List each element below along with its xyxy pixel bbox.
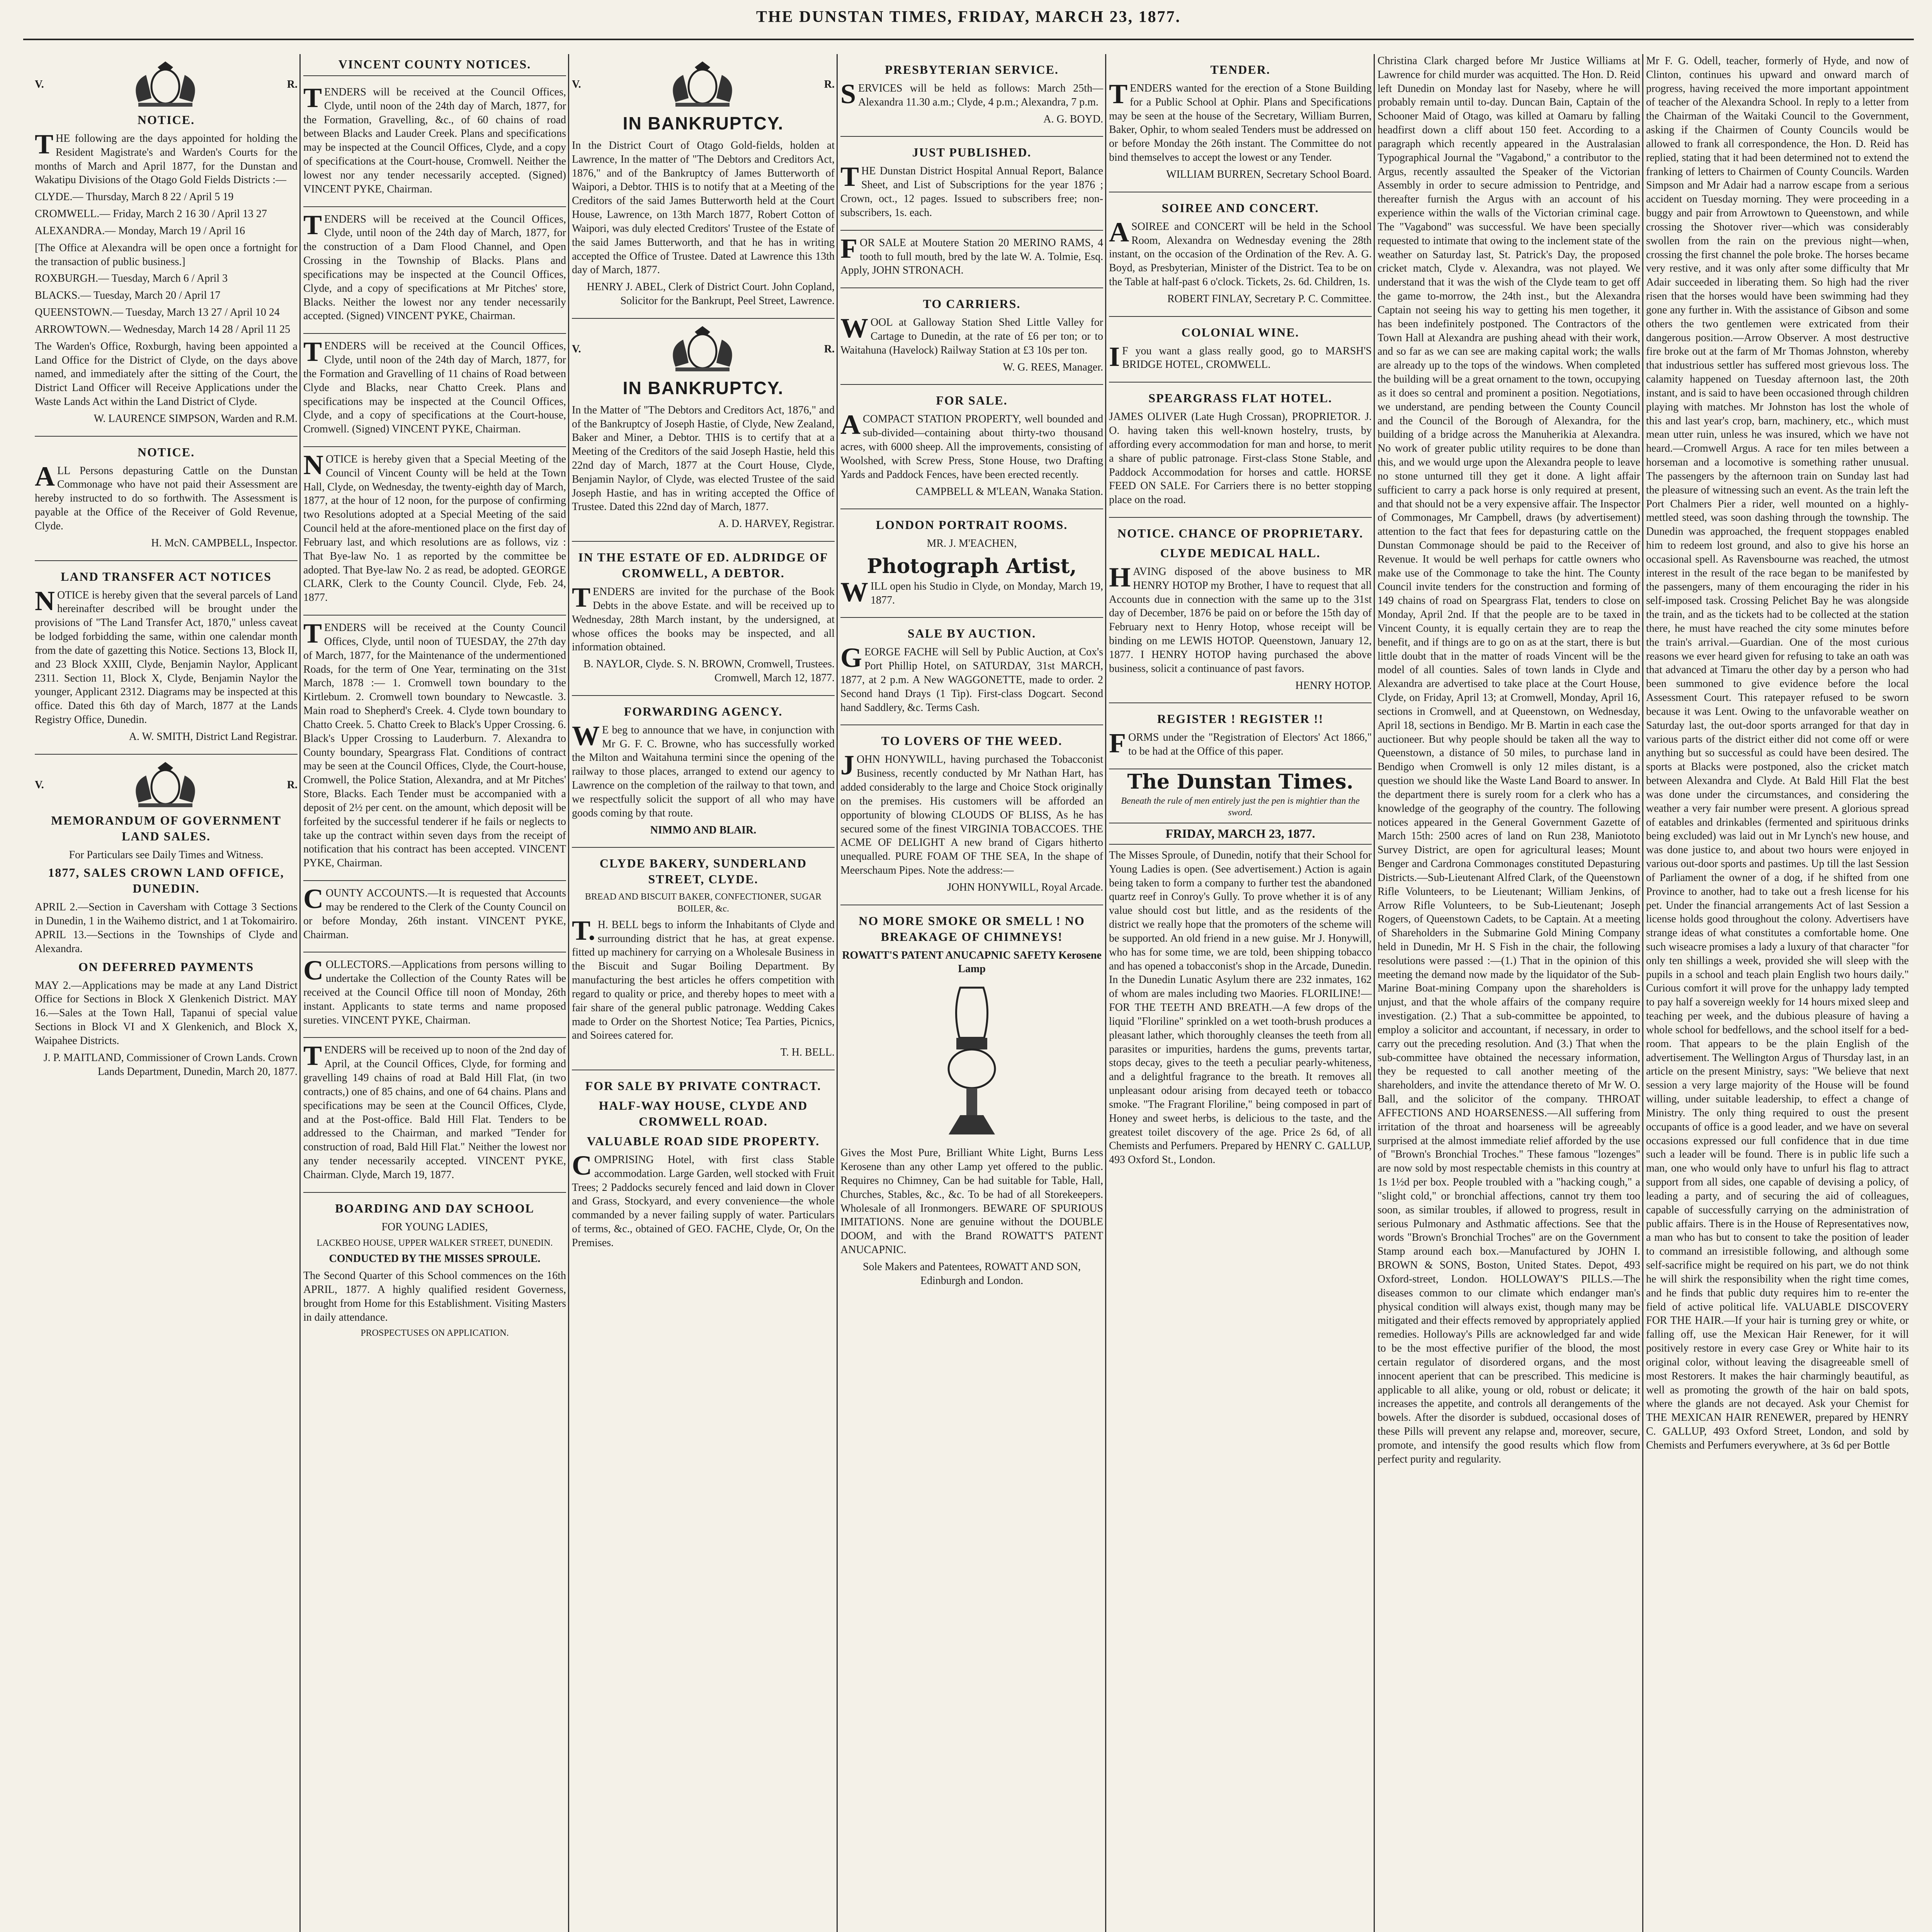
- advert-heading: FOR SALE.: [936, 393, 1008, 408]
- crest-letter-v: V.: [35, 779, 44, 791]
- issue-date: FRIDAY, MARCH 23, 1877.: [1109, 823, 1372, 845]
- signature: B. NAYLOR, Clyde. S. N. BROWN, Cromwell, Trustees. Cromwell, March 12, 1877.: [583, 658, 835, 684]
- warden-text: The Warden's Office, Roxburgh, having been appointed a Land Office for the District of Clyde, on the days above named, and immediately after the sitting of the Court, the District Land Officer will Receive Applications under the Waste Lands Act within the Land District of Clyde.: [35, 340, 298, 408]
- advert-body: Gives the Most Pure, Brilliant White Light, Burns Less Kerosene than any other Lamp yet offered to the public. Requires no Chimney, Can be had suitable for Table, Hall, Churches, Stables, &c., &c. To be had of all Storekeepers. Wholesale of all Ironmongers. BEWARE OF SPURIOUS IMITATIONS. None are genuine without the DOUBLE DOOM, and with the Brand ROWATT'S PATENT ANUCAPNIC.: [840, 1147, 1103, 1256]
- advert-body: GEORGE FACHE will Sell by Public Auction, at Cox's Port Phillip Hotel, on SATURDAY, 31st MARCH, 1877, at 2 p.m. A New WAGGONETTE, made to order. 2 Second hand Drays (1 Tip). First-class Dogcart. Second hand Saddlery, &c. Terms Cash.: [840, 642, 1103, 714]
- bankruptcy-notice: [572, 54, 835, 319]
- notice-heading: JUST PUBLISHED.: [912, 145, 1032, 160]
- column-5: [1109, 54, 1372, 1932]
- royal-arms-icon: [660, 60, 745, 110]
- advert-brand: ROWATT'S PATENT ANUCAPNIC SAFETY Kerosene Lamp: [842, 949, 1102, 975]
- tobacco-advert: [840, 725, 1103, 905]
- notice-heading: NOTICE.: [137, 113, 195, 127]
- accounts-notice: [303, 881, 566, 952]
- column-7: [1646, 54, 1909, 1932]
- forwarding-advert: [572, 696, 835, 848]
- notice-body: In the District Court of Otago Gold-fields, holden at Lawrence, In the matter of "The Debtors and Creditors Act, 1876," and of the Bankruptcy of James Butterworth of Waipori, a Debtor. THIS is to notify that at a Meeting of the Creditors of the said James Butterworth held at the Court House, Lawrence, on 13th March 1877, Robert Cotton of Waipori, was duly elected Creditors' Trustee of the Estate of the said James Butterworth, and that he has in writing accepted the Office of Trustee. Dated at Lawrence this 13th day of March, 1877.: [572, 139, 835, 276]
- lamp-advert: [840, 905, 1103, 1298]
- column-1: [35, 54, 298, 1932]
- court-notice: [35, 54, 298, 437]
- crest-letter-v: V.: [572, 343, 581, 355]
- advert-body: JOHN HONYWILL, having purchased the Tobacconist Business, recently conducted by Mr Nathan Hart, has added considerably to the large and Choice Stock originally on the premises. His customers will be afforded an opportunity of blowing CLOUDS OF BLISS, As he has secured some of the finest VIRGINIA TOBACCOES. THE ACME OF DELIGHT A new brand of Cigars hitherto unequalled. PURE FOAM OF THE SEA, In the shape of Meerschaum Pipes. Note the address:—: [840, 750, 1103, 877]
- newspaper-title: The Dunstan Times.: [1127, 770, 1354, 794]
- notice-heading: PRESBYTERIAN SERVICE.: [885, 63, 1059, 77]
- signature: NIMMO AND BLAIR.: [650, 824, 757, 836]
- notice-heading: TENDER.: [1210, 63, 1270, 77]
- advert-subhead: FOR YOUNG LADIES,: [381, 1221, 488, 1233]
- advert-body: T.H. BELL begs to inform the Inhabitants of Clyde and surrounding district that he has, at great expense. fitted up machinery for carrying on a Wholesale Business in the Biscuit and Sugar Boiling Department. By manufacturing the best articles he offers competition with regard to quality or price, and thereby hopes to meet with a fair share of the general public patronage. Wedding Cakes made to Order on the Shortest Notice; Tea Parties, Picnics, and Soirees catered for.: [572, 915, 835, 1042]
- photograph-advert: [840, 509, 1103, 618]
- service-notice: [840, 54, 1103, 137]
- register-notice: [1109, 703, 1372, 769]
- notice-heading: REGISTER ! REGISTER !!: [1157, 712, 1324, 726]
- advert-body: ASOIREE and CONCERT will be held in the School Room, Alexandra on Wednesday evening the 28th instant, on the occasion of the Ordination of the Rev. A. G. Boyd, as Presbyterian, Minister of the District. Tea to be on the Table at half-past 6 o'clock. Tickets, 2s. 6d. Children, 1s.: [1109, 216, 1372, 288]
- signature: ROBERT FINLAY, Secretary P. C. Committee.: [1167, 293, 1372, 305]
- advert-title: Photograph Artist,: [867, 554, 1077, 578]
- advert-footer: PROSPECTUSES ON APPLICATION.: [361, 1328, 509, 1338]
- notice-body: HAVING disposed of the above business to MR HENRY HOTOP my Brother, I have to request that all Accounts due in connection with the same up to the 31st day of December, 1876 be paid on or before the 15th day of February next to Henry Hotop, whose receipt will be binding on me LEWIS HOTOP. Queenstown, January 12, 1877. I HENRY HOTOP having purchased the above business, solicit a continuance of past favors.: [1109, 561, 1372, 675]
- column-3: [572, 54, 835, 1932]
- auction-advert: [840, 618, 1103, 725]
- signature: T. H. BELL.: [780, 1046, 835, 1059]
- signature: CAMPBELL & M'LEAN, Wanaka Station.: [916, 485, 1103, 498]
- signature: WILLIAM BURREN, Secretary School Board.: [1166, 168, 1372, 180]
- crest-letter-r: R.: [824, 343, 835, 355]
- notice-body: THE following are the days appointed for holding the Resident Magistrate's and Warden's Courts for the months of March and April 1877, for the Dunstan and Wakatipu Divisions of the Otago Gold Fields Districts :—: [35, 128, 298, 186]
- crest-letter-v: V.: [35, 78, 44, 91]
- signature: W. LAURENCE SIMPSON, Warden and R.M.: [94, 412, 298, 425]
- notice-body: APRIL 2.—Section in Caversham with Cottage 3 Sections in Dunedin, 1 in the Waihemo district, and 1 at Tokomairiro. APRIL 13.—Sections in the Townships of Clyde and Alexandra.: [35, 901, 298, 955]
- estate-notice: [572, 542, 835, 696]
- tender-notice: [303, 334, 566, 447]
- proprietary-notice: [1109, 518, 1372, 703]
- notice-heading: NOTICE. CHANCE OF PROPRIETARY.: [1117, 526, 1364, 541]
- signature: A. G. BOYD.: [1043, 113, 1103, 125]
- section-heading: VINCENT COUNTY NOTICES.: [303, 56, 566, 76]
- columns: [35, 54, 1913, 1932]
- notice-subhead: For Particulars see Daily Times and Witness.: [69, 849, 264, 861]
- advert-heading: BOARDING AND DAY SCHOOL: [335, 1201, 534, 1215]
- notice-heading: NOTICE.: [137, 445, 195, 459]
- newspaper-motto: Beneath the rule of men entirely just the pen is mightier than the sword.: [1121, 796, 1360, 818]
- running-head: THE DUNSTAN TIMES, FRIDAY, MARCH 23, 1877.: [756, 8, 1181, 26]
- court-place: ARROWTOWN.— Wednesday, March 14 28 / April 11 25: [35, 323, 291, 335]
- editorial: [1109, 769, 1372, 1167]
- advert-heading: LONDON PORTRAIT ROOMS.: [876, 518, 1068, 532]
- royal-arms-icon: [660, 324, 745, 374]
- advert-body: COMPRISING Hotel, with first class Stable accommodation. Large Garden, well stocked with Fruit Trees; 2 Paddocks securely fenced and laid down in Clover and Grass, Stockyard, and every convenience—the whole commanded by a never failing supply of water. Particulars of terms, &c., obtained of GEO. FACHE, Clyde, Or, On the Premises.: [572, 1150, 835, 1249]
- royal-arms-icon: [123, 760, 208, 810]
- notice-subheading: CLYDE MEDICAL HALL.: [1160, 546, 1321, 560]
- station-sale-advert: [840, 385, 1103, 509]
- advert-subhead: BREAD AND BISCUIT BAKER, CONFECTIONER, SUGAR BOILER, &c.: [585, 892, 822, 914]
- signature: W. G. REES, Manager.: [1003, 361, 1103, 373]
- commonage-notice: [35, 437, 298, 561]
- advert-heading: TO CARRIERS.: [923, 297, 1021, 311]
- signature: A. D. HARVEY, Registrar.: [718, 518, 835, 530]
- top-rule: [23, 39, 1914, 40]
- bankruptcy-notice: [572, 319, 835, 542]
- advert-heading: FORWARDING AGENCY.: [624, 704, 783, 718]
- signature: HENRY HOTOP.: [1295, 679, 1372, 692]
- advert-body: IF you want a glass really good, go to MARSH'S BRIDGE HOTEL, CROMWELL.: [1109, 341, 1372, 372]
- notice-body: In the Matter of "The Debtors and Creditors Act, 1876," and of the Bankruptcy of Joseph Hastie, of Clyde, New Zealand, Baker and Miner, a Debtor. THIS is to certify that at a Meeting of the Creditors of the said Joseph Hastie, held this 22nd day of March, 1877 at the Court House, Clyde, Benjamin Naylor, of Clyde, was elected Trustee of the said Joseph Hastie, and has in writing accepted the Office of Trustee. Dated this 22nd day of March, 1877.: [572, 404, 835, 513]
- advert-heading: SOIREE AND CONCERT.: [1162, 201, 1319, 215]
- column-2: [303, 54, 566, 1932]
- crest-letter-r: R.: [824, 78, 835, 91]
- notice-body: TENDERS will be received at the Council Offices, Clyde, until noon of the 24th day of March, 1877, for the Formation, Gravelling, &c., of 60 chains of road between Blacks and Lauder Creek. Plans and specifications may be inspected at the Council Offices, Clyde, and a copy of specifications at the Court-house, Cromwell. Neither the lowest nor any tender necessarily accepted. (Signed) VINCENT PYKE, Chairman.: [303, 82, 566, 195]
- notice-body: THE Dunstan District Hospital Annual Report, Balance Sheet, and List of Subscriptions for the year 1876 ; Crown, oct., 12 pages. Issued to subscribers free; non-subscribers, 1s. each.: [840, 161, 1103, 219]
- advert-heading: SPEARGRASS FLAT HOTEL.: [1148, 391, 1332, 405]
- notice-body: COUNTY ACCOUNTS.—It is requested that Accounts may be rendered to the Clerk of the County Council on or before Monday, 26th instant. VINCENT PYKE, Chairman.: [303, 883, 566, 941]
- court-place: ALEXANDRA.— Monday, March 19 / April 16: [35, 224, 245, 237]
- tender-notice: [303, 1038, 566, 1192]
- private-sale-advert: [572, 1070, 835, 1260]
- advert-body: FOR SALE at Moutere Station 20 MERINO RAMS, 4 tooth to full mouth, bred by the late W. A. Tolmie, Esq. Apply, JOHN STRONACH.: [840, 233, 1103, 277]
- signature: A. W. SMITH, District Land Registrar.: [129, 730, 298, 743]
- rams-advert: [840, 231, 1103, 288]
- notice-heading: 1877, SALES CROWN LAND OFFICE, DUNEDIN.: [48, 866, 284, 896]
- notice-body: COLLECTORS.—Applications from persons willing to undertake the Collection of the County Rates will be received at the Council Office till noon of Monday, 26th instant. Applicants to state terms and name proposed sureties. VINCENT PYKE, Chairman.: [303, 955, 566, 1026]
- signature: J. P. MAITLAND, Commissioner of Crown Lands. Crown Lands Department, Dunedin, March 20, 1877.: [43, 1051, 298, 1078]
- crest-letter-r: R.: [287, 779, 298, 791]
- advert-heading: SALE BY AUCTION.: [907, 626, 1036, 641]
- tender-notice: [1109, 54, 1372, 192]
- advert-heading: HALF-WAY HOUSE, CLYDE AND CROMWELL ROAD.: [599, 1099, 808, 1128]
- advert-body: WILL open his Studio in Clyde, on Monday, March 19, 1877.: [840, 576, 1103, 607]
- column-4: [840, 54, 1103, 1932]
- advert-body: WE beg to announce that we have, in conjunction with Mr G. F. C. Browne, who has successfully worked the Milton and Waitahuna termini since the opening of the railway to those places, arranged to extend our agency to Lawrence on the completion of the railway to that town, and we respectfully solicit the support of all who may have goods coming by that route.: [572, 720, 835, 819]
- notice-body: TENDERS will be received at the Council Offices, Clyde, until noon of the 24th day of March, 1877, for the Formation and Gravelling of 11 chains of Road between Clyde and Blacks, near Chatto Creek. Plans and specifications may be inspected at the Council Offices, Clyde, and a copy of specifications at the Court-house, Cromwell. (Signed) VINCENT PYKE, Chairman.: [303, 336, 566, 435]
- notice-heading: LAND TRANSFER ACT NOTICES: [61, 569, 272, 583]
- collectors-notice: [303, 952, 566, 1038]
- signature: Sole Makers and Patentees, ROWATT AND SON, Edinburgh and London.: [862, 1260, 1081, 1287]
- notice-body: MAY 2.—Applications may be made at any Land District Office for Sections in Block X Glenkenich District. MAY 16.—Sales at the Town Hall, Tapanui of special value Sections in Block VI and X Glenkenich, and Block X, Waipahee Districts.: [35, 979, 298, 1047]
- court-place: ROXBURGH.— Tuesday, March 6 / April 3: [35, 272, 228, 285]
- meeting-notice: [303, 447, 566, 616]
- notice-body: TENDERS wanted for the erection of a Stone Building for a Public School at Ophir. Plans and Specifications may be seen at the house of the Secretary, William Burren, Baker, Ophir, to whom sealed Tenders must be addressed on or before Monday the 26th instant. The Committee do not bind themselves to accept the lowest or any Tender.: [1109, 78, 1372, 164]
- crest-letter-r: R.: [287, 78, 298, 91]
- notice-body: FORMS under the "Registration of Electors' Act 1866," to be had at the Office of this paper.: [1109, 728, 1372, 759]
- notice-body: NOTICE is hereby given that the several parcels of Land hereinafter described will be brought under the provisions of "The Land Transfer Act, 1870," unless caveat be lodged forbidding the same, within one calendar month from the date of gazetting this Notice. Sections 13, Block II, and 23 Block XXIII, Clyde, Benjamin Naylor, Applicant 2311. Section 11, Block X, Clyde, Benjamin Naylor the younger, Applicant 2312. Diagrams may be inspected at this office. Dated this 6th day of March, 1877 at the Lands Registry Office, Dunedin.: [35, 585, 298, 726]
- notice-heading: IN BANKRUPTCY.: [622, 113, 784, 133]
- tender-notice: [303, 616, 566, 881]
- tender-notice: [303, 207, 566, 334]
- notice-body: TENDERS will be received at the Council Offices, Clyde, until noon of the 24th day of March, 1877, for the construction of a Dam Flood Channel, and Open Crossing in the Township of Blacks. Plans and specifications may be inspected at the Council Offices, Clyde, and a copy of specifications at Mr Pitches' store, Blacks. Neither the lowest nor any tender necessarily accepted. (Signed) VINCENT PYKE, Chairman.: [303, 209, 566, 322]
- soiree-advert: [1109, 192, 1372, 317]
- column-6: [1378, 54, 1640, 1932]
- land-sales-notice: [35, 755, 298, 1089]
- court-place: QUEENSTOWN.— Tuesday, March 13 27 / April 10 24: [35, 306, 280, 319]
- advert-body: JAMES OLIVER (Late Hugh Crossan), PROPRIETOR. J. O. having taken this well-known hostelry, trusts, by affording every accommodation for man and horse, to merit a share of public patronage. First-class Stone Stable, and Paddock Accommodation for horses and cattle. HORSE FEED ON SALE. For Carriers there is no better stopping place on the road.: [1109, 411, 1372, 506]
- notice-body: TENDERS will be received up to noon of the 2nd day of April, at the Council Offices, Clyde, for forming and gravelling 149 chains of road at Bald Hill Flat, (in two contracts,) one of 85 chains, and one of 64 chains. Plans and specifications may be seen at the Council Offices, Clyde, and at the Post-office. Bald Hill Flat. Tenders to be addressed to the Chairman, and marked "Tender for construction of road, Bald Hill Flat." Neither the lowest nor any tender necessarily accepted. VINCENT PYKE, Chairman. Clyde, March 19, 1877.: [303, 1040, 566, 1181]
- advert-body: The Second Quarter of this School commences on the 16th APRIL, 1877. A highly qualified resident Governess, brought from Home for this Establishment. Visiting Masters in daily attendance.: [303, 1270, 566, 1323]
- court-place: [The Office at Alexandra will be open once a fortnight for the transaction of public business.]: [35, 242, 298, 268]
- news-items: Mr F. G. Odell, teacher, formerly of Hyde, and now of Clinton, continues his upward and onward march of progress, having received the more important appointment of teacher of the Alexandra School. In reply to a letter from the Chairman of the Waitaki Council to the Government, asking if the Chairmen of County Councils would be allowed to frank all correspondence, the Hon. D. Reid has replied, stating that it had been determined not to extend the franking of letters to Chairmen of County Councils. Warden Simpson and Mr Adair had a narrow escape from a serious accident on Tuesday morning. They were proceeding in a buggy and pair from Arrowtown to Queenstown, and while crossing the Shotover river—which was considerably swollen from the rain on the previous night—when, crossing the first channel the pole broke. The horses became very restive, and it was only after some difficulty that Mr Adair succeeded in liberating them. So high had the river risen that the horses would have been swimming had they gone any further in. With the assistance of Gibson and some others the two gentlemen were extricated from their dangerous position.—Arrow Observer. A most destructive fire broke out at the farm of Mr Thomas Johnston, whereby that industrious settler has suffered most grievous loss. The calamity happened on Tuesday afternoon last, the 20th instant, and is said to have been occasioned through children playing with matches. Mr Johnston has lost the whole of this and last year's crop, barn, machinery, etc., which must mean utter ruin, unless he was insured, which we have not heard.—Cromwell Argus. A race for ten miles between a horseman and a locomotive is something rather unusual. The passengers by the afternoon train on Sunday last had the pleasure of witnessing such an event. As the train left the Port Chalmers Pier a rider, well mounted on a highly-mettled steed, was soon dashing through the township. The Dunedin was approached, the frequent stoppages enabled him to redeem lost ground, and also to give his horse an occasional spell. As Ravensbourne was reached, the utmost interest in the result of the race began to be manifested by the passengers, many of them encouraging the rider in his self-imposed task. Crossing Pelichet Bay he was alongside the train, and as the tickets had to be collected at the station there, he must have reached the city some minutes before the train's arrival.—Guardian. One of the most curious reasons we ever heard given for refusing to take an oath was that advanced at Timaru the other day by a person who had been summoned to give evidence before the local Assessment Court. This ratepayer refused to be sworn because it was Lent. Owing to the unfavorable weather on Saturday last, the out-door sports arranged for that day in various parts of the district either did not come off or were anything but so successful as could have been desired. The sports at Blacks were postponed, also the cricket match between Alexandra and Clyde. At Bald Hill Flat the best was done under the circumstances, and considering the weather a very fair number were present. A glorious spread of eatables and drinkables (fermented and spirituous drinks being excluded) was laid out in Mr Lynch's new house, and was done justice to, and about two hours were enjoyed in various out-door sports and pastimes. Up till the last Session of Parliament the owner of a dog, if he shifted from one Province to another, had to take out a fresh license for his pet. Under the financial arrangements Act of last Session a license holds good throughout the colony. Advertisers have strange ideas of what constitutes a comfortable home. One such wiseacre promises a lady a luxury of that character "for only ten shillings a week, provided she will sleep with the pupils in a school and teach plain English two hours daily." Curious comfort it will prove for the unhappy lady tempted to pay half a sovereign weekly for 14 hours mixed sleep and teaching per week, and the dubious pleasure of having a whole school for bedfellows, and the school itself for a bed-room. That appears to be the plain English of the advertisement. The Wellington Argus of Thursday last, in an article on the present Ministry, says: "We believe that next session a very large majority of the House will be found willing, under suitable leadership, to effect a change of Ministry. The only thing required to oust the present occupants of office is a good leader, and we have on several occasions expressed our full confidence that in due time such a leader will be found. There is in public life such a man, one who would only have to unfurl his flag to attract support from all sides, one capable of devising a policy, of leading a party, and of securing the aid of colleagues, capable of successfully carrying on the administration of public affairs. There is in the House of Representatives now, a man who has but to consent to take the position of leader to command an irresistible following, and although some self-sacrifice might be required on his part, we do not think he will shirk the responsibility when the right time comes, and he finds that public duty requires him to re-enter the field of active political life. VALUABLE DISCOVERY FOR THE HAIR.—If your hair is turning grey or white, or falling off, use the Mexican Hair Renewer, for it will positively restore in every case Grey or White hair to its original color, without leaving the disagreeable smell of most Restorers. It makes the hair charmingly beautiful, as well as promoting the growth of the hair on bald spots, where the glands are not decayed. Ask your Chemist for THE MEXICAN HAIR RENEWER, prepared by HENRY C. GALLUP, 493 Oxford Street, London, and sold by Chemists and Perfumers everywhere, at 3s 6d per Bottle: [1646, 55, 1909, 1451]
- royal-arms-icon: [123, 60, 208, 110]
- advert-name: MR. J. M'EACHEN,: [927, 537, 1017, 550]
- crest-letter-v: V.: [572, 78, 581, 91]
- wine-advert: [1109, 317, 1372, 383]
- publication-notice: [840, 137, 1103, 230]
- notice-heading: IN BANKRUPTCY.: [622, 378, 784, 398]
- court-place: BLACKS.— Tuesday, March 20 / April 17: [35, 289, 221, 302]
- notice-body: ALL Persons depasturing Cattle on the Dunstan Commonage who have not paid their Assessment are hereby instructed to do so forthwith. The Assessment is payable at the Office of the Receiver of Gold Revenue, Clyde.: [35, 461, 298, 532]
- advert-heading: FOR SALE BY PRIVATE CONTRACT.: [585, 1079, 821, 1093]
- court-place: CLYDE.— Thursday, March 8 22 / April 5 19: [35, 191, 234, 203]
- advert-address: LACKBEO HOUSE, UPPER WALKER STREET, DUNEDIN.: [316, 1238, 553, 1248]
- notice-body: NOTICE is hereby given that a Special Meeting of the Council of Vincent County will be held at the Town Hall, Clyde, on Wednesday, the twenty-eighth day of March, 1877, at the hour of 12 noon, for the purpose of confirming two Resolutions adopted at a Special Meeting of the said Council held at the afore-mentioned place on the first day of February last, and which resolutions are as follows, viz : That Bye-law No. 1 as reported by the committee be adopted. That Bye-law No. 2 as read, be adopted. GEORGE CLARK, Clerk to the County Council. Clyde, Feb. 24, 1877.: [303, 449, 566, 604]
- carriers-advert: [840, 288, 1103, 385]
- court-place: CROMWELL.— Friday, March 2 16 30 / April 13 27: [35, 208, 267, 220]
- notice-body: TENDERS are invited for the purchase of the Book Debts in the above Estate. and will be received up to Wednesday, 28th March instant, by the undersigned, at whose offices the books may be inspected, and all information obtained.: [572, 582, 835, 653]
- notice-heading: ON DEFERRED PAYMENTS: [78, 959, 254, 974]
- notice-body: TENDERS will be received at the County Council Offices, Clyde, until noon of TUESDAY, the 27th day of March, 1877, for the Maintenance of the undermentioned Roads, for the term of One Year, terminating on the 31st March, 1878 :— 1. Cromwell town boundary to the Kirtlebum. 2. Cromwell town boundary to Newcastle. 3. Main road to Shepherd's Creek. 4. Clyde town boundary to Chatto Creek. 5. Chatto Creek to Black's Upper Crossing. 6. Black's Upper Crossing to Lauderburn. 7. Alexandra to County boundary, Speargrass Flat. Conditions of contract may be seen at the Council Offices, Clyde, the Court-house, Cromwell, the Police Station, Alexandra, and at Mr Pitches' Store, Blacks. Each Tender must be accompanied with a deposit of 2½ per cent. on the amount, which deposit will be forfeited by the successful tenderer if he fails or neglects to take up the contract within seven days from the receipt of notification that his contract has been accepted. VINCENT PYKE, Chairman.: [303, 618, 566, 869]
- land-transfer-notice: [35, 561, 298, 755]
- advert-heading: NO MORE SMOKE OR SMELL ! NO BREAKAGE OF CHIMNEYS!: [859, 913, 1085, 944]
- bakery-advert: [572, 848, 835, 1070]
- kerosene-lamp-icon: [929, 980, 1014, 1142]
- advert-heading: TO LOVERS OF THE WEED.: [881, 734, 1063, 748]
- advert-heading: COLONIAL WINE.: [1181, 325, 1299, 339]
- advert-heading: CLYDE BAKERY, SUNDERLAND STREET, CLYDE.: [599, 856, 807, 886]
- notice-heading: IN THE ESTATE OF ED. ALDRIDGE OF CROMWELL, A DEBTOR.: [578, 550, 828, 580]
- notice-body: SERVICES will be held as follows: March 25th—Alexandra 11.30 a.m.; Clyde, 4 p.m.; Alexandra, 7 p.m.: [840, 78, 1103, 109]
- news-items: The Misses Sproule, of Dunedin, notify that their School for Young Ladies is open. (See advertisement.) Action is again being taken to form a company to further test the abandoned quartz reef in Conroy's Gully. To prove whether it is of any value should cost but little, and as the residents of the district we really hope that the promoters of the scheme will be supported. An old friend in a new guise. Mr J. Honywill, who has for some time, we are told, been shipping tobacco and has opened a tobacconist's shop in the Arcade, Dunedin. In the Dunedin Lunatic Asylum there are 232 inmates, 162 of whom are males including two Maories. FLORILINE!—FOR THE TEETH AND BREATH.—A few drops of the liquid "Floriline" sprinkled on a wet tooth-brush produces a pleasant lather, which thoroughly cleanses the teeth from all parasites or impurities, hardens the gums, prevents tartar, stops decay, gives to the teeth a peculiar pearly-whiteness, and a delightful fragrance to the breath. It removes all unpleasant odour arising from decayed teeth or tobacco smoke. "The Fragrant Floriline," being composed in part of Honey and sweet herbs, is delicious to the taste, and the greatest toilet discovery of the age. Price 2s 6d, of all Chemists and Perfumers. Prepared by HENRY C. GALLUP, 493 Oxford St., London.: [1109, 849, 1372, 1166]
- signature: JOHN HONYWILL, Royal Arcade.: [947, 881, 1103, 893]
- tender-notice: [303, 80, 566, 207]
- signature: H. McN. CAMPBELL, Inspector.: [151, 537, 298, 549]
- advert-subhead: CONDUCTED BY THE MISSES SPROULE.: [329, 1253, 541, 1265]
- signature: HENRY J. ABEL, Clerk of District Court. John Copland, Solicitor for the Bankrupt, Peel Street, Lawrence.: [587, 281, 835, 307]
- hotel-advert: [1109, 383, 1372, 518]
- advert-body: WOOL at Galloway Station Shed Little Valley for Cartage to Dunedin, at the rate of £6 per ton; or to Waitahuna (Havelock) Railway Station at £3 10s per ton.: [840, 313, 1103, 356]
- advert-heading: VALUABLE ROAD SIDE PROPERTY.: [587, 1134, 820, 1148]
- school-advert: [303, 1193, 566, 1349]
- notice-heading: MEMORANDUM OF GOVERNMENT LAND SALES.: [51, 813, 282, 843]
- advert-body: ACOMPACT STATION PROPERTY, well bounded and sub-divided—containing about thirty-two thousand acres, with 6000 sheep. All the improvements, consisting of Woolshed, with Screw Press, Stone House, two Drafting Yards and Paddock Fences, have been erected recently.: [840, 409, 1103, 481]
- news-items: Christina Clark charged before Mr Justice Williams at Lawrence for child murder was acquitted. The Hon. D. Reid left Dunedin on Monday last for Naseby, where he will probably remain until to-day. Duncan Bain, Captain of the Schooner Maid of Otago, was killed at Oamaru by falling headfirst down a cliff about 150 feet. According to a paragraph which recently appeared in the Australasian Typographical Journal the "Vagabond," a contributor to the Argus, recently assaulted the Speaker of the Victorian Assembly in order to secure admission to Pentridge, and thereafter furnish the Argus with an account of his experience within the walls of the Victorian criminal cage. The "Vagabond" was successful. We have been specially requested to intimate that owing to the inclement state of the weather on Saturday last, St. Patrick's Day, the proposed cricket match, Clyde v. Alexandra, was not played. We understand that it was the wish of the Clyde team to get off the game to-morrow, the 24th inst., but the Alexandra Captain not seeing his way to getting his men together, it has been indefinitely postponed. The Contractors of the Town Hall at Alexandra are pushing ahead with their work, and so far as we can see are making capital work; the walls are already up to the tops of the windows. When completed the building will be a great ornament to the town, occupying as it does so central and prominent a position. Negotiations, we understand, are pending between the County Council and the Council of the Borough of Alexandra, for the building of a bridge across the Manuherikia at Alexandra. No work of greater public utility requires to be done than this, and we would urge upon the Alexandra people to leave no stone unturned till they get it done. A light affair sufficient to carry a pack horse is only required at present, and that should not be a very expensive affair. The Inspector of Commonages, Mr Campbell, draws (by advertisement) attention to the fact that fees for depasturing cattle on the Dunstan Commonage should be paid to the Receiver of Revenue. It would be well perhaps for cattle owners who make use of the Commonage to take the hint. The County Council invite tenders for the construction and forming of 149 chains of road on Speargrass Flat, tenders to close on Monday, April 2nd. If that the people are to be taxed in Vincent County, it is equally certain they are to reap the benefit, and if things are to go on as at the start, there is but little doubt that in the matter of roads Vincent will be the model of all counties. Sales of town lands in Clyde and Alexandra are advertised to take place at the Court House, Clyde, on Friday, April 13; at Cromwell, Monday, April 16, sections in Cromwell, and at Queenstown, on Wednesday, April 18, sections in Bendigo. Mr B. Martin in each case the auctioneer. But why people should be taken all the way to Queenstown, a distance of 50 miles, to purchase land in Bendigo when Cromwell is only 12 miles distant, is a question we should like the Waste Land Board to answer. In the department there is surely room for a clerk who has a knowledge of the geography of the country. The following notices appeared in the General Government Gazette of March 15th: 2500 acres of land on Run 238, Maniototo Survey District, are open for agricultural leases; Mount Benger and Cardrona Commonages constituted Depasturing Districts.—Sub-Lieutenant Alfred Clark, of the Queenstown Rifle Volunteers, to be Lieutenant; William Jenkins, of Arrow Rifle Volunteers, to be Sub-Lieutenant; Joseph Rogers, of Queenstown Cadets, to be Captain. At a meeting of Shareholders in the Submarine Gold Mining Company held in Dunedin, Mr H. S Fish in the chair, the following resolutions were passed :—(1.) That in the opinion of this meeting the demand now made by the liquidator of the Sub-Marine Boat-mining Company upon the shareholders is unjust, and that the whole affairs of the company require investigation. (2.) That a sub-committee be appointed, to employ a solicitor and accountant, if necessary, in order to carry out the preceding resolution. And (3.) That when the sub-committee have obtained the necessary information, they be requested to call another meeting of the shareholders, and invite the attendance thereto of Mr W. O. Ball, and the solicitor of the company. THROAT AFFECTIONS AND HOARSENESS.—All suffering from irritation of the throat and hoarseness will be agreeably surprised at the almost immediate relief afforded by the use of "Brown's Bronchial Troches." These famous "lozenges" are now sold by most respectable chemists in this country at 1s 1½d per box. People troubled with a "hacking cough," a "slight cold," or bronchial affections, cannot try them too soon, as similar troubles, if allowed to progress, result in serious Pulmonary and Asthmatic affections. See that the words "Brown's Bronchial Troches" are on the Government Stamp around each box.—Manufactured by JOHN I. BROWN & SONS, Boston, United States. Depot, 493 Oxford-street, London. HOLLOWAY'S PILLS.—The diseases common to our climate which endanger man's physical condition will always exist, though many may be mitigated and their effects removed by appropriately applied remedies. Holloway's Pills are acknowledged far and wide to be the most effective purifier of the blood, the most certain regulator of disordered organs, and the most innocent aperient that can be prescribed. This medicine is applicable to all alike, young or old, robust or delicate; it increases the appetite, and controls all derangements of the bowels. After the disorder is subdued, occasional doses of these Pills will prevent any relapse and, moreover, secure, promote, and intensify the good results which flow from perfect purity and regularity.: [1378, 55, 1640, 1465]
